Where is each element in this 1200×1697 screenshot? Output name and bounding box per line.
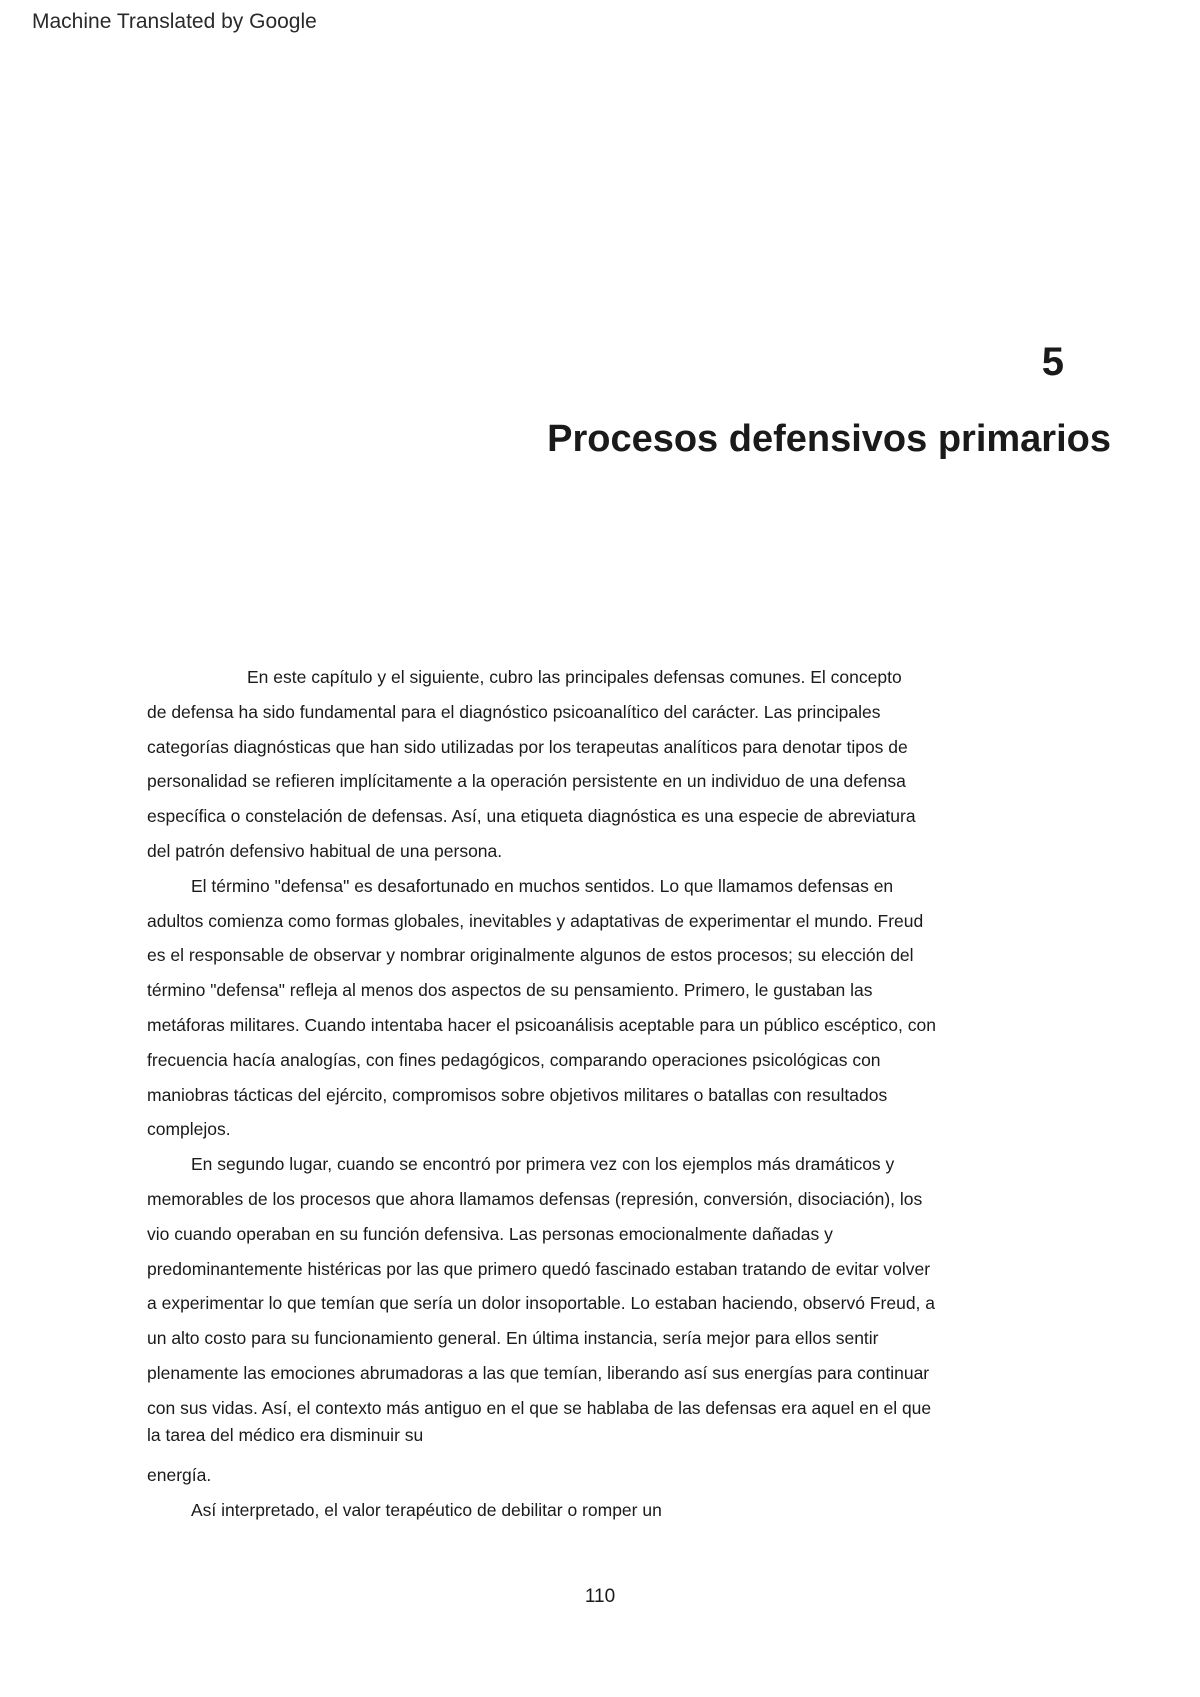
text-line: personalidad se refieren implícitamente a la operación persistente en un individuo de una defensa	[147, 771, 906, 792]
text-line: específica o constelación de defensas. Así, una etiqueta diagnóstica es una especie de abreviatura	[147, 806, 916, 827]
text-line: de defensa ha sido fundamental para el diagnóstico psicoanalítico del carácter. Las principales	[147, 701, 881, 722]
text-line: memorables de los procesos que ahora llamamos defensas (represión, conversión, disociación), los	[147, 1188, 923, 1209]
text-line: la tarea del médico era disminuir su	[147, 1424, 424, 1445]
text-line: vio cuando operaban en su función defensiva. Las personas emocionalmente dañadas y	[147, 1223, 833, 1244]
text-line: El término "defensa" es desafortunado en muchos sentidos. Lo que llamamos defensas en	[191, 875, 894, 896]
text-line: categorías diagnósticas que han sido utilizadas por los terapeutas analíticos para denotar tipos de	[147, 736, 908, 757]
text-line: un alto costo para su funcionamiento general. En última instancia, sería mejor para ellos sentir	[147, 1328, 879, 1349]
text-line: predominantemente histéricas por las que primero quedó fascinado estaban tratando de evitar volver	[147, 1258, 931, 1279]
text-line: con sus vidas. Así, el contexto más antiguo en el que se hablaba de las defensas era aquel en el que	[147, 1397, 932, 1418]
text-line: En segundo lugar, cuando se encontró por primera vez con los ejemplos más dramáticos y	[191, 1154, 895, 1175]
text-line: plenamente las emociones abrumadoras a las que temían, liberando así sus energías para continuar	[147, 1362, 930, 1383]
text-line: adultos comienza como formas globales, inevitables y adaptativas de experimentar el mundo. Freud	[147, 910, 924, 931]
text-line: energía.	[147, 1465, 212, 1486]
chapter-number: 5	[1041, 340, 1064, 384]
text-line: es el responsable de observar y nombrar originalmente algunos de estos procesos; su elección del	[147, 945, 914, 966]
text-line: En este capítulo y el siguiente, cubro las principales defensas comunes. El concepto	[247, 667, 902, 687]
text-line: término "defensa" refleja al menos dos aspectos de su pensamiento. Primero, le gustaban las	[147, 980, 873, 1001]
text-line: a experimentar lo que temían que sería un dolor insoportable. Lo estaban haciendo, observó Freud, a	[147, 1293, 936, 1314]
text-line: del patrón defensivo habitual de una persona.	[147, 840, 503, 861]
text-line: maniobras tácticas del ejército, compromisos sobre objetivos militares o batallas con resultados	[147, 1084, 888, 1105]
chapter-title: Procesos defensivos primarios	[547, 418, 1111, 460]
machine-translation-watermark: Machine Translated by Google	[32, 10, 317, 33]
text-line: complejos.	[147, 1119, 231, 1140]
text-line: Así interpretado, el valor terapéutico de debilitar o romper un	[191, 1500, 662, 1521]
text-line: frecuencia hacía analogías, con fines pedagógicos, comparando operaciones psicológicas con	[147, 1049, 881, 1070]
text-line: metáforas militares. Cuando intentaba hacer el psicoanálisis aceptable para un público escéptico, con	[147, 1014, 936, 1035]
chapter-body-text	[147, 660, 1067, 1528]
page-number: 110	[584, 1586, 616, 1607]
